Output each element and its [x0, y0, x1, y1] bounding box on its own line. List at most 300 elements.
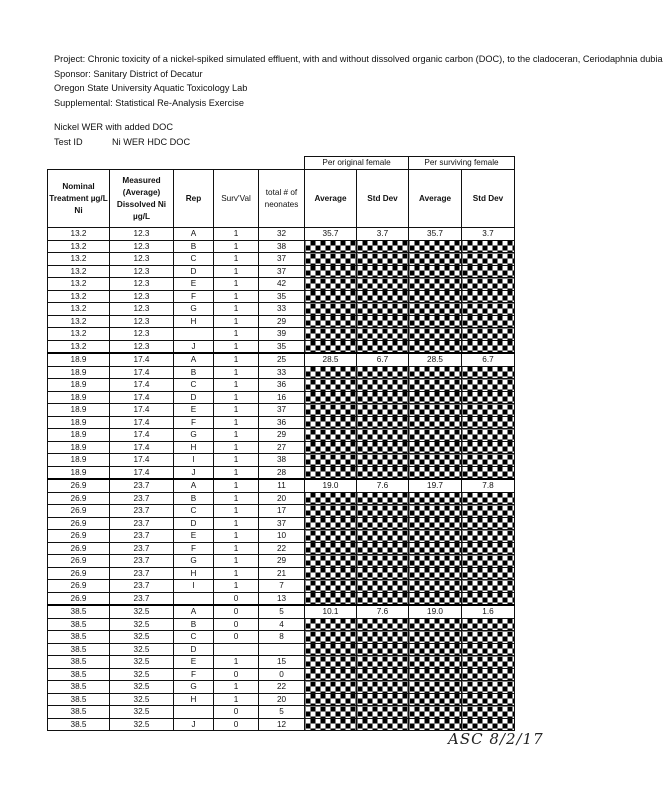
- cell-avg-surviving: [409, 328, 462, 341]
- cell-measured: 12.3: [110, 278, 174, 291]
- cell-sd-surviving: [462, 668, 515, 681]
- cell-neonates: 10: [259, 530, 305, 543]
- cell-surv: 1: [214, 681, 259, 694]
- cell-rep: E: [174, 404, 214, 417]
- cell-neonates: 13: [259, 592, 305, 605]
- cell-measured: 12.3: [110, 340, 174, 353]
- col-rep: Rep: [174, 170, 214, 228]
- cell-sd-original: [357, 441, 409, 454]
- cell-measured: 23.7: [110, 555, 174, 568]
- cell-nominal: 38.5: [48, 718, 110, 731]
- cell-sd-original: [357, 668, 409, 681]
- group-header-surviving: Per surviving female: [409, 157, 515, 170]
- cell-avg-original: [305, 492, 357, 505]
- neonate-data-table: [47, 156, 515, 731]
- cell-surv: 1: [214, 278, 259, 291]
- cell-nominal: 18.9: [48, 429, 110, 442]
- cell-measured: 12.3: [110, 253, 174, 266]
- cell-avg-original: [305, 328, 357, 341]
- col-surv: Surv'Val: [214, 170, 259, 228]
- cell-avg-original: [305, 643, 357, 656]
- cell-sd-original: [357, 580, 409, 593]
- cell-sd-surviving: [462, 567, 515, 580]
- cell-neonates: 36: [259, 416, 305, 429]
- cell-nominal: 38.5: [48, 618, 110, 631]
- cell-rep: H: [174, 441, 214, 454]
- cell-avg-original: [305, 631, 357, 644]
- cell-sd-surviving: [462, 429, 515, 442]
- cell-measured: 32.5: [110, 643, 174, 656]
- document-header: [54, 52, 663, 149]
- cell-avg-surviving: [409, 681, 462, 694]
- cell-avg-original: [305, 366, 357, 379]
- cell-sd-surviving: [462, 303, 515, 316]
- cell-sd-surviving: [462, 253, 515, 266]
- cell-avg-original: [305, 454, 357, 467]
- cell-neonates: 22: [259, 542, 305, 555]
- cell-measured: 32.5: [110, 605, 174, 618]
- cell-sd-original: 3.7: [357, 228, 409, 241]
- cell-rep: A: [174, 605, 214, 618]
- cell-surv: 1: [214, 265, 259, 278]
- cell-avg-surviving: [409, 706, 462, 719]
- cell-surv: 1: [214, 555, 259, 568]
- cell-avg-surviving: [409, 592, 462, 605]
- cell-avg-surviving: [409, 567, 462, 580]
- cell-avg-original: [305, 580, 357, 593]
- cell-rep: A: [174, 479, 214, 492]
- cell-surv: 1: [214, 240, 259, 253]
- cell-measured: 12.3: [110, 228, 174, 241]
- cell-measured: 32.5: [110, 718, 174, 731]
- table-body: [48, 228, 515, 731]
- cell-nominal: 13.2: [48, 328, 110, 341]
- cell-rep: F: [174, 416, 214, 429]
- cell-avg-original: 28.5: [305, 353, 357, 366]
- cell-sd-original: 7.6: [357, 479, 409, 492]
- cell-rep: C: [174, 253, 214, 266]
- cell-rep: [174, 328, 214, 341]
- cell-neonates: 39: [259, 328, 305, 341]
- cell-avg-original: 35.7: [305, 228, 357, 241]
- subtitle-line: Nickel WER with added DOC: [54, 122, 173, 132]
- cell-avg-surviving: [409, 492, 462, 505]
- cell-rep: I: [174, 580, 214, 593]
- cell-neonates: 12: [259, 718, 305, 731]
- cell-nominal: 38.5: [48, 643, 110, 656]
- cell-avg-surviving: [409, 668, 462, 681]
- column-header-row: [48, 170, 515, 228]
- cell-avg-original: [305, 681, 357, 694]
- cell-avg-surviving: [409, 454, 462, 467]
- cell-sd-original: [357, 303, 409, 316]
- cell-avg-original: [305, 706, 357, 719]
- cell-measured: 12.3: [110, 290, 174, 303]
- cell-surv: 0: [214, 631, 259, 644]
- table-row: [48, 555, 515, 568]
- cell-nominal: 26.9: [48, 479, 110, 492]
- cell-measured: 32.5: [110, 681, 174, 694]
- cell-neonates: 20: [259, 492, 305, 505]
- cell-sd-original: [357, 253, 409, 266]
- col-sd-original: Std Dev: [357, 170, 409, 228]
- cell-sd-surviving: [462, 718, 515, 731]
- cell-neonates: 32: [259, 228, 305, 241]
- cell-measured: 23.7: [110, 505, 174, 518]
- table-row: [48, 391, 515, 404]
- cell-nominal: 13.2: [48, 253, 110, 266]
- cell-rep: H: [174, 315, 214, 328]
- cell-sd-surviving: [462, 404, 515, 417]
- group-header-original: Per original female: [305, 157, 409, 170]
- cell-nominal: 13.2: [48, 315, 110, 328]
- cell-sd-surviving: [462, 340, 515, 353]
- cell-sd-surviving: [462, 466, 515, 479]
- cell-rep: D: [174, 391, 214, 404]
- cell-rep: F: [174, 542, 214, 555]
- cell-sd-surviving: [462, 580, 515, 593]
- table-row: [48, 580, 515, 593]
- cell-nominal: 26.9: [48, 505, 110, 518]
- cell-measured: 12.3: [110, 328, 174, 341]
- cell-surv: 1: [214, 315, 259, 328]
- cell-measured: 17.4: [110, 429, 174, 442]
- cell-surv: 1: [214, 366, 259, 379]
- cell-rep: C: [174, 631, 214, 644]
- cell-avg-original: [305, 303, 357, 316]
- cell-rep: H: [174, 567, 214, 580]
- cell-surv: 1: [214, 353, 259, 366]
- cell-rep: A: [174, 228, 214, 241]
- table-row: [48, 466, 515, 479]
- cell-neonates: 20: [259, 693, 305, 706]
- cell-neonates: 42: [259, 278, 305, 291]
- cell-nominal: 18.9: [48, 441, 110, 454]
- cell-sd-original: [357, 429, 409, 442]
- cell-sd-surviving: [462, 530, 515, 543]
- table-row: [48, 315, 515, 328]
- cell-avg-original: [305, 555, 357, 568]
- cell-sd-original: [357, 517, 409, 530]
- cell-sd-original: [357, 706, 409, 719]
- cell-sd-original: [357, 391, 409, 404]
- cell-sd-original: [357, 278, 409, 291]
- cell-measured: 23.7: [110, 592, 174, 605]
- cell-avg-surviving: [409, 466, 462, 479]
- cell-nominal: 18.9: [48, 404, 110, 417]
- cell-measured: 32.5: [110, 706, 174, 719]
- cell-avg-surviving: [409, 618, 462, 631]
- cell-avg-original: [305, 618, 357, 631]
- cell-sd-surviving: [462, 693, 515, 706]
- cell-rep: G: [174, 555, 214, 568]
- cell-rep: G: [174, 429, 214, 442]
- cell-rep: E: [174, 278, 214, 291]
- cell-avg-surviving: 19.7: [409, 479, 462, 492]
- cell-surv: 1: [214, 340, 259, 353]
- table-row: [48, 404, 515, 417]
- cell-surv: 1: [214, 542, 259, 555]
- cell-neonates: 4: [259, 618, 305, 631]
- cell-neonates: 8: [259, 631, 305, 644]
- table-row: [48, 693, 515, 706]
- col-avg-original: Average: [305, 170, 357, 228]
- table-row: [48, 328, 515, 341]
- cell-nominal: 18.9: [48, 416, 110, 429]
- cell-avg-original: [305, 253, 357, 266]
- cell-sd-surviving: [462, 391, 515, 404]
- cell-sd-original: [357, 240, 409, 253]
- cell-sd-original: [357, 530, 409, 543]
- cell-surv: 1: [214, 416, 259, 429]
- cell-neonates: 5: [259, 706, 305, 719]
- cell-avg-surviving: [409, 290, 462, 303]
- cell-avg-surviving: [409, 240, 462, 253]
- cell-sd-surviving: 1.6: [462, 605, 515, 618]
- table-row: [48, 441, 515, 454]
- cell-avg-original: [305, 379, 357, 392]
- cell-rep: D: [174, 517, 214, 530]
- cell-measured: 32.5: [110, 618, 174, 631]
- cell-measured: 23.7: [110, 492, 174, 505]
- cell-avg-original: [305, 404, 357, 417]
- cell-surv: 1: [214, 303, 259, 316]
- cell-rep: B: [174, 492, 214, 505]
- cell-surv: 1: [214, 404, 259, 417]
- cell-rep: C: [174, 379, 214, 392]
- table-row: [48, 505, 515, 518]
- cell-neonates: 37: [259, 265, 305, 278]
- table-row: [48, 303, 515, 316]
- cell-sd-surviving: [462, 555, 515, 568]
- cell-rep: B: [174, 366, 214, 379]
- cell-avg-surviving: [409, 253, 462, 266]
- cell-nominal: 18.9: [48, 366, 110, 379]
- cell-nominal: 38.5: [48, 668, 110, 681]
- table-row: [48, 429, 515, 442]
- cell-surv: 0: [214, 592, 259, 605]
- table-row: [48, 605, 515, 618]
- cell-sd-surviving: [462, 656, 515, 669]
- cell-measured: 12.3: [110, 240, 174, 253]
- cell-nominal: 26.9: [48, 517, 110, 530]
- table-row: [48, 454, 515, 467]
- table-row: [48, 517, 515, 530]
- cell-nominal: 13.2: [48, 265, 110, 278]
- cell-nominal: 13.2: [48, 340, 110, 353]
- cell-avg-surviving: [409, 278, 462, 291]
- cell-rep: F: [174, 290, 214, 303]
- cell-neonates: 27: [259, 441, 305, 454]
- cell-avg-original: [305, 517, 357, 530]
- cell-surv: 1: [214, 656, 259, 669]
- table-row: [48, 290, 515, 303]
- cell-surv: 1: [214, 228, 259, 241]
- cell-rep: [174, 706, 214, 719]
- cell-avg-surviving: [409, 631, 462, 644]
- cell-neonates: 35: [259, 290, 305, 303]
- cell-avg-surviving: [409, 643, 462, 656]
- cell-surv: 0: [214, 706, 259, 719]
- table-row: [48, 353, 515, 366]
- cell-sd-surviving: [462, 542, 515, 555]
- cell-avg-original: [305, 542, 357, 555]
- cell-neonates: 37: [259, 517, 305, 530]
- cell-measured: 17.4: [110, 366, 174, 379]
- cell-nominal: 38.5: [48, 656, 110, 669]
- cell-rep: J: [174, 340, 214, 353]
- cell-surv: 1: [214, 290, 259, 303]
- cell-neonates: 35: [259, 340, 305, 353]
- cell-sd-original: [357, 315, 409, 328]
- cell-surv: 1: [214, 580, 259, 593]
- cell-nominal: 26.9: [48, 567, 110, 580]
- cell-neonates: 15: [259, 656, 305, 669]
- cell-avg-surviving: [409, 542, 462, 555]
- cell-sd-original: [357, 505, 409, 518]
- cell-neonates: 36: [259, 379, 305, 392]
- cell-sd-surviving: [462, 441, 515, 454]
- table-row: [48, 530, 515, 543]
- cell-nominal: 26.9: [48, 542, 110, 555]
- cell-neonates: 33: [259, 366, 305, 379]
- test-id-value: Ni WER HDC DOC: [112, 136, 191, 147]
- cell-measured: 17.4: [110, 391, 174, 404]
- cell-sd-original: [357, 643, 409, 656]
- cell-rep: I: [174, 454, 214, 467]
- cell-surv: 1: [214, 530, 259, 543]
- table-row: [48, 668, 515, 681]
- lab-line: Oregon State University Aquatic Toxicology Lab: [54, 83, 248, 93]
- cell-measured: 12.3: [110, 265, 174, 278]
- cell-rep: B: [174, 240, 214, 253]
- cell-sd-original: [357, 290, 409, 303]
- cell-measured: 12.3: [110, 303, 174, 316]
- cell-surv: 1: [214, 391, 259, 404]
- cell-measured: 32.5: [110, 656, 174, 669]
- cell-nominal: 13.2: [48, 228, 110, 241]
- cell-avg-surviving: [409, 391, 462, 404]
- cell-avg-surviving: [409, 366, 462, 379]
- cell-avg-original: [305, 290, 357, 303]
- cell-sd-original: [357, 379, 409, 392]
- cell-rep: [174, 592, 214, 605]
- cell-sd-original: [357, 656, 409, 669]
- cell-surv: 0: [214, 618, 259, 631]
- cell-nominal: 38.5: [48, 605, 110, 618]
- cell-rep: G: [174, 303, 214, 316]
- cell-measured: 32.5: [110, 631, 174, 644]
- cell-nominal: 38.5: [48, 631, 110, 644]
- cell-surv: 1: [214, 693, 259, 706]
- cell-measured: 17.4: [110, 404, 174, 417]
- cell-avg-surviving: [409, 718, 462, 731]
- cell-neonates: [259, 643, 305, 656]
- cell-surv: 1: [214, 492, 259, 505]
- cell-measured: 17.4: [110, 353, 174, 366]
- cell-avg-original: [305, 278, 357, 291]
- cell-sd-surviving: [462, 631, 515, 644]
- table-row: [48, 567, 515, 580]
- cell-avg-original: [305, 429, 357, 442]
- cell-measured: 23.7: [110, 517, 174, 530]
- cell-sd-original: [357, 404, 409, 417]
- cell-measured: 23.7: [110, 567, 174, 580]
- cell-sd-surviving: [462, 505, 515, 518]
- cell-nominal: 38.5: [48, 693, 110, 706]
- cell-measured: 12.3: [110, 315, 174, 328]
- col-measured: Measured (Average) Dissolved Ni µg/L: [110, 170, 174, 228]
- cell-sd-original: 7.6: [357, 605, 409, 618]
- cell-sd-original: [357, 592, 409, 605]
- cell-avg-original: [305, 656, 357, 669]
- cell-neonates: 0: [259, 668, 305, 681]
- cell-measured: 23.7: [110, 542, 174, 555]
- cell-measured: 17.4: [110, 379, 174, 392]
- cell-surv: 1: [214, 479, 259, 492]
- cell-avg-surviving: [409, 441, 462, 454]
- cell-surv: 1: [214, 253, 259, 266]
- cell-sd-original: [357, 454, 409, 467]
- cell-neonates: 37: [259, 404, 305, 417]
- cell-surv: 1: [214, 441, 259, 454]
- cell-avg-original: [305, 416, 357, 429]
- cell-sd-original: [357, 492, 409, 505]
- cell-sd-surviving: [462, 454, 515, 467]
- cell-surv: 0: [214, 668, 259, 681]
- cell-sd-original: [357, 265, 409, 278]
- cell-rep: C: [174, 505, 214, 518]
- cell-surv: 1: [214, 466, 259, 479]
- cell-neonates: 11: [259, 479, 305, 492]
- cell-nominal: 18.9: [48, 466, 110, 479]
- cell-avg-surviving: 35.7: [409, 228, 462, 241]
- cell-sd-original: [357, 366, 409, 379]
- cell-rep: A: [174, 353, 214, 366]
- cell-avg-surviving: [409, 580, 462, 593]
- cell-sd-original: [357, 631, 409, 644]
- cell-neonates: 33: [259, 303, 305, 316]
- cell-measured: 23.7: [110, 580, 174, 593]
- cell-nominal: 13.2: [48, 240, 110, 253]
- cell-avg-original: [305, 592, 357, 605]
- test-id-line: [54, 135, 574, 150]
- cell-rep: F: [174, 668, 214, 681]
- table-row: [48, 265, 515, 278]
- table-row: [48, 592, 515, 605]
- cell-measured: 23.7: [110, 479, 174, 492]
- cell-neonates: 38: [259, 240, 305, 253]
- cell-neonates: 38: [259, 454, 305, 467]
- cell-neonates: 29: [259, 555, 305, 568]
- cell-nominal: 26.9: [48, 580, 110, 593]
- cell-avg-surviving: [409, 530, 462, 543]
- cell-nominal: 26.9: [48, 492, 110, 505]
- cell-avg-surviving: 19.0: [409, 605, 462, 618]
- cell-sd-surviving: [462, 265, 515, 278]
- cell-rep: H: [174, 693, 214, 706]
- cell-neonates: 17: [259, 505, 305, 518]
- cell-avg-original: [305, 668, 357, 681]
- cell-sd-surviving: [462, 681, 515, 694]
- cell-sd-original: [357, 542, 409, 555]
- cell-avg-original: [305, 718, 357, 731]
- table-row: [48, 366, 515, 379]
- cell-nominal: 38.5: [48, 706, 110, 719]
- cell-avg-surviving: [409, 379, 462, 392]
- table-row: [48, 492, 515, 505]
- cell-avg-original: [305, 466, 357, 479]
